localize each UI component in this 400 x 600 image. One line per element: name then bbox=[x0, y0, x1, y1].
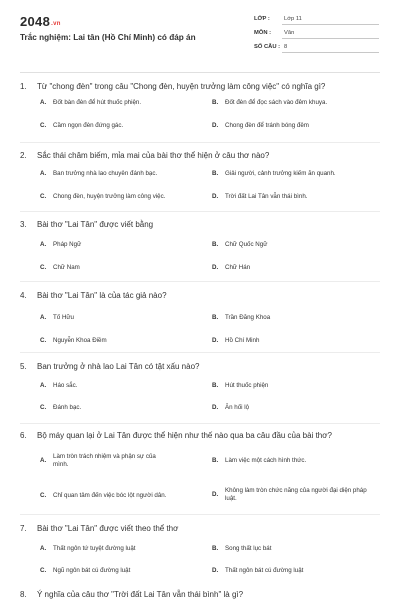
option-text: Giải người, cảnh trưởng kiếm ăn quanh. bbox=[225, 170, 336, 177]
meta-class-row bbox=[254, 14, 379, 25]
meta-count-row bbox=[254, 42, 379, 53]
option-letter: A. bbox=[40, 170, 47, 177]
question-number: 7. bbox=[20, 524, 27, 533]
option-text: Không làm tròn chức năng của người đại diện pháp luật. bbox=[225, 487, 367, 502]
option-letter: D. bbox=[212, 264, 219, 271]
question-number: 4. bbox=[20, 291, 27, 300]
option-text: Chữ Hán bbox=[225, 264, 251, 271]
option-text: Song thất lục bát bbox=[225, 545, 272, 552]
option-letter: C. bbox=[40, 337, 47, 344]
option-text: Hồ Chí Minh bbox=[225, 337, 260, 344]
option-text: Thất ngôn tứ tuyệt đường luật bbox=[53, 545, 136, 552]
meta-subject-value: Văn bbox=[284, 30, 295, 36]
option-text: Hút thuốc phiện bbox=[225, 382, 269, 389]
option-letter: A. bbox=[40, 99, 47, 106]
question-text: Bài thơ "Lai Tân" là của tác giả nào? bbox=[37, 291, 167, 300]
option-letter: D. bbox=[212, 404, 219, 411]
option-text: Chong đèn, huyện trưởng làm công việc. bbox=[53, 193, 166, 200]
option-letter: B. bbox=[212, 241, 219, 248]
question-number: 6. bbox=[20, 431, 27, 440]
question-3 bbox=[20, 220, 380, 278]
option-text: Trần Đăng Khoa bbox=[225, 314, 271, 321]
option-letter: C. bbox=[40, 567, 47, 574]
question-5 bbox=[20, 362, 380, 420]
question-1 bbox=[20, 82, 380, 140]
question-separator bbox=[20, 281, 380, 282]
option-letter: C. bbox=[40, 193, 47, 200]
question-text: Bộ máy quan lại ở Lai Tân được thể hiện như thế nào qua ba câu đầu của bài thơ? bbox=[37, 431, 332, 440]
option-letter: C. bbox=[40, 122, 47, 129]
question-4 bbox=[20, 291, 380, 349]
option-letter: C. bbox=[40, 404, 47, 411]
option-text: Thất ngôn bát cú đường luật bbox=[225, 567, 304, 574]
option-text: Chữ Nam bbox=[53, 264, 80, 271]
question-number: 3. bbox=[20, 220, 27, 229]
option-letter: D. bbox=[212, 491, 219, 498]
meta-subject-label: MÔN : bbox=[254, 30, 272, 36]
option-text: Chữ Quốc Ngữ bbox=[225, 241, 268, 248]
question-8 bbox=[20, 590, 380, 600]
option-text: Ban trưởng nhà lao chuyên đánh bạc. bbox=[53, 170, 158, 177]
question-text: Bài thơ "Lai Tân" được viết bằng bbox=[37, 220, 154, 229]
option-text: Háo sắc. bbox=[53, 382, 78, 389]
option-text: Trời đất Lai Tân vẫn thái bình. bbox=[225, 193, 308, 200]
question-number: 1. bbox=[20, 82, 27, 91]
option-letter: D. bbox=[212, 337, 219, 344]
question-separator bbox=[20, 142, 380, 143]
option-text: Đốt đèn để đọc sách vào đêm khuya. bbox=[225, 99, 328, 106]
logo-suffix: .vn bbox=[51, 21, 61, 27]
question-text: Bài thơ "Lai Tân" được viết theo thể thơ bbox=[37, 524, 179, 533]
meta-class-label: LỚP : bbox=[254, 16, 270, 22]
option-text: Đốt bàn đèn để hút thuốc phiện. bbox=[53, 99, 142, 106]
question-6 bbox=[20, 431, 380, 511]
option-text: Tố Hữu bbox=[53, 314, 74, 321]
question-number: 2. bbox=[20, 151, 27, 160]
logo-text: 2048 bbox=[20, 14, 51, 29]
option-letter: B. bbox=[212, 170, 219, 177]
option-letter: B. bbox=[212, 99, 219, 106]
question-2 bbox=[20, 151, 380, 209]
question-7 bbox=[20, 524, 380, 582]
meta-count-value: 8 bbox=[284, 44, 288, 50]
option-letter: A. bbox=[40, 241, 47, 248]
meta-subject-row bbox=[254, 28, 379, 39]
question-number: 5. bbox=[20, 362, 27, 371]
worksheet-header bbox=[0, 0, 400, 70]
option-letter: C. bbox=[40, 264, 47, 271]
option-text: Chỉ quan tâm đến việc bóc lột người dân. bbox=[53, 492, 167, 499]
question-separator bbox=[20, 514, 380, 515]
option-letter: A. bbox=[40, 382, 47, 389]
option-letter: B. bbox=[212, 545, 219, 552]
question-separator bbox=[20, 211, 380, 212]
option-letter: B. bbox=[212, 314, 219, 321]
option-text: Đánh bạc. bbox=[53, 404, 82, 411]
option-text: Cầm ngọn đèn đứng gác. bbox=[53, 122, 124, 129]
option-text: Chong đèn để tránh bóng đêm bbox=[225, 122, 309, 129]
option-letter: D. bbox=[212, 193, 219, 200]
option-text: Làm tròn trách nhiệm và phận sự của mình. bbox=[53, 453, 156, 468]
option-letter: D. bbox=[212, 567, 219, 574]
option-text: Làm việc một cách hình thức. bbox=[225, 457, 307, 464]
option-text: Ăn hối lộ bbox=[225, 404, 250, 411]
question-number: 8. bbox=[20, 590, 27, 599]
site-logo[interactable] bbox=[20, 14, 61, 29]
header-divider bbox=[20, 72, 380, 73]
meta-class-value: Lớp 11 bbox=[284, 16, 302, 22]
option-text: Pháp Ngữ bbox=[53, 241, 82, 248]
option-letter: B. bbox=[212, 382, 219, 389]
option-letter: D. bbox=[212, 122, 219, 129]
meta-count-label: SỐ CÂU : bbox=[254, 44, 281, 50]
option-letter: A. bbox=[40, 314, 47, 321]
question-text: Ý nghĩa của câu thơ "Trời đất Lai Tân vẫn thái bình" là gì? bbox=[37, 590, 244, 599]
meta-underline bbox=[282, 24, 379, 25]
option-text: Nguyễn Khoa Điềm bbox=[53, 337, 107, 344]
meta-underline bbox=[282, 52, 379, 53]
question-text: Sắc thái châm biếm, mỉa mai của bài thơ thể hiện ở câu thơ nào? bbox=[37, 151, 270, 160]
option-letter: B. bbox=[212, 457, 219, 464]
option-text: Ngũ ngôn bát cú đường luật bbox=[53, 567, 131, 574]
meta-underline bbox=[282, 38, 379, 39]
page-title: Trắc nghiệm: Lai tân (Hồ Chí Minh) có đáp án bbox=[20, 33, 196, 42]
question-separator bbox=[20, 352, 380, 353]
question-text: Ban trưởng ở nhà lao Lai Tân có tật xấu nào? bbox=[37, 362, 200, 371]
option-letter: A. bbox=[40, 457, 47, 464]
option-letter: A. bbox=[40, 545, 47, 552]
question-text: Từ "chong đèn" trong câu "Chong đèn, huyện trưởng làm công việc" có nghĩa gì? bbox=[37, 82, 326, 91]
option-letter: C. bbox=[40, 492, 47, 499]
question-separator bbox=[20, 423, 380, 424]
